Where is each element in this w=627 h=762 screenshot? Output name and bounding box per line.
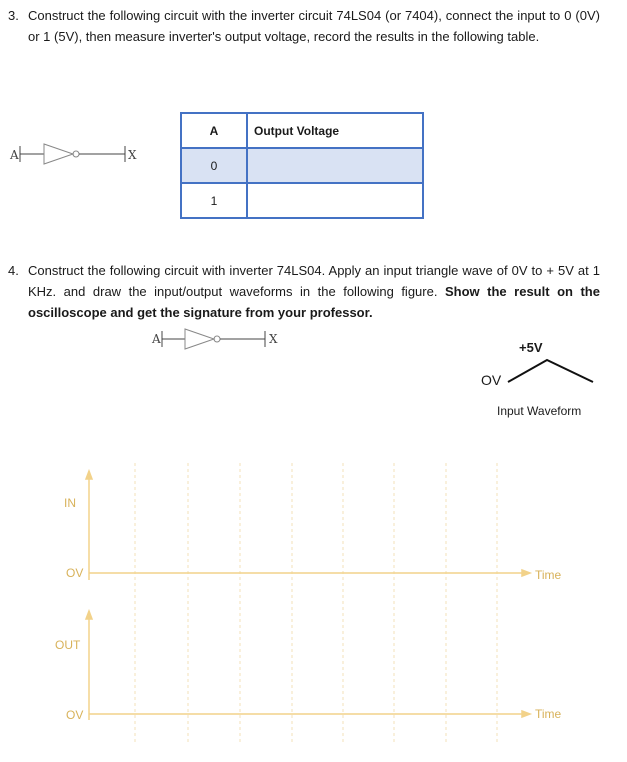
cell-output-1[interactable] <box>247 183 423 218</box>
waveform-graph <box>0 455 627 755</box>
inverter-symbol-1 <box>0 140 140 170</box>
truth-table <box>180 112 424 219</box>
gate-1-input-label: A <box>10 148 19 162</box>
axes <box>86 471 530 720</box>
input-waveform-caption: Input Waveform <box>497 404 582 418</box>
question-4-bold: Show the result on the oscilloscope and get the signature from your professor. <box>28 284 600 320</box>
gate-1-output-label: X <box>128 148 137 162</box>
question-3-text: Construct the following circuit with the inverter circuit 74LS04 (or 7404), connect the input to 0 (0V) or 1 (5V), then measure inverter's output voltage, record the results in the following table. <box>28 8 600 44</box>
time-label-2: Time <box>535 707 562 721</box>
time-label-1: Time <box>535 568 562 582</box>
question-3-number: 3. <box>8 8 19 23</box>
inverter-symbol-2 <box>140 325 280 355</box>
cell-a-0: 0 <box>181 148 247 183</box>
in-axis-label: IN <box>64 496 76 510</box>
header-a: A <box>181 113 247 148</box>
question-4-text <box>28 260 600 323</box>
triangle-sketch <box>505 350 605 395</box>
table-header-row <box>181 113 423 148</box>
table-row <box>181 148 423 183</box>
in-zero-label: OV <box>66 566 84 580</box>
cell-output-0[interactable] <box>247 148 423 183</box>
gate-2-output-label: X <box>269 332 278 346</box>
question-4-number: 4. <box>8 263 19 278</box>
header-output-voltage: Output Voltage <box>247 113 423 148</box>
out-zero-label: OV <box>66 708 84 722</box>
gate-2-input-label: A <box>152 332 161 346</box>
peak-label: +5V <box>519 340 543 355</box>
table-row <box>181 183 423 218</box>
question-4-plain: Construct the following circuit with inverter 74LS04. Apply an input triangle wave of 0V to + 5V at 1 KHz. and draw the input/output waveforms in the following figure. <box>28 263 600 299</box>
grid-lines <box>135 463 497 745</box>
cell-a-1: 1 <box>181 183 247 218</box>
out-axis-label: OUT <box>55 638 81 652</box>
zero-label: OV <box>481 372 502 388</box>
